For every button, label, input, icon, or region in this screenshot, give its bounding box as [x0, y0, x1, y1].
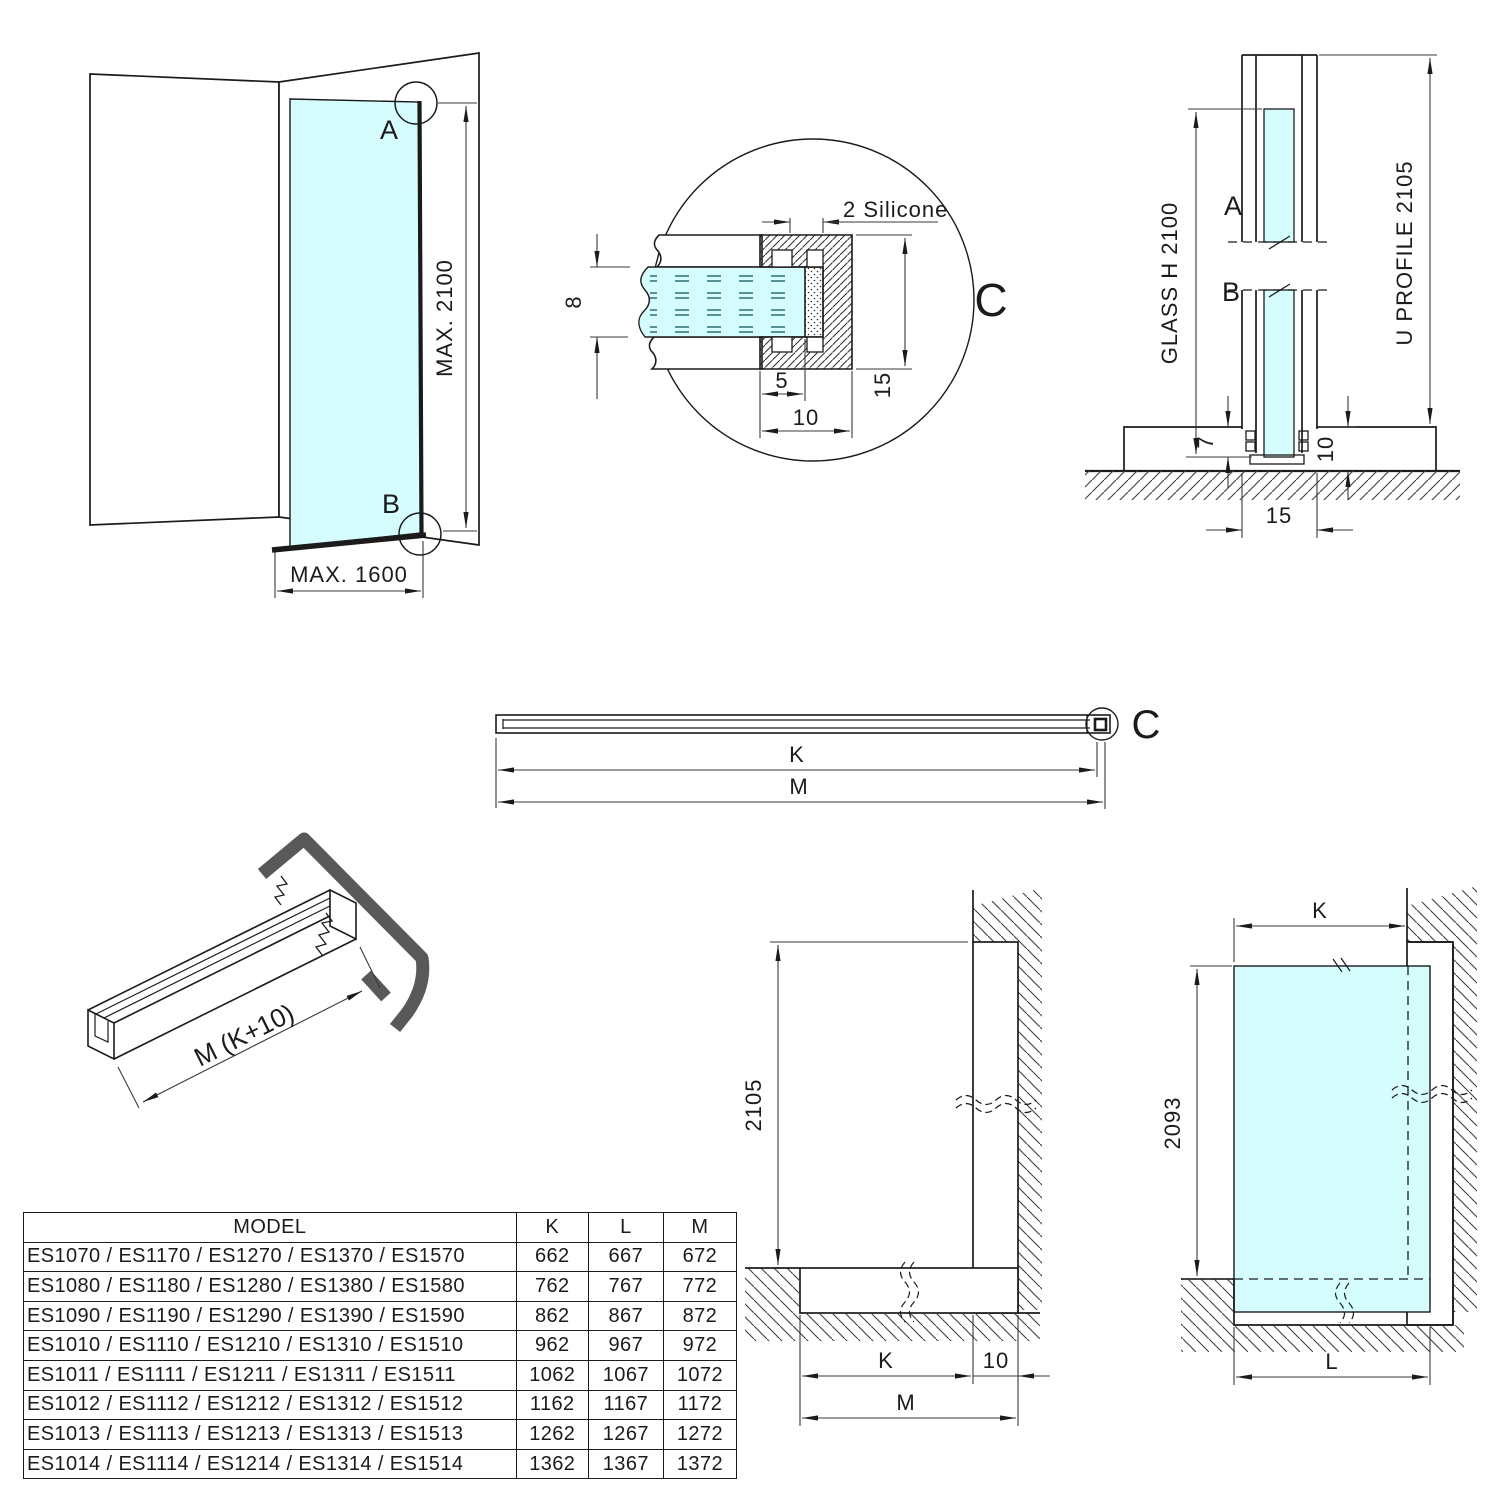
table-row — [24, 1331, 737, 1361]
cell-m: 672 — [663, 1242, 736, 1272]
rail-end-face-right — [330, 890, 356, 939]
cell-m: 772 — [663, 1272, 736, 1302]
dim-l: L — [1325, 1349, 1339, 1374]
cell-model: ES1070 / ES1170 / ES1270 / ES1370 / ES1570 — [24, 1242, 517, 1272]
cell-m: 1272 — [663, 1420, 736, 1450]
model-table-wrap — [23, 1212, 737, 1479]
label-detail-c: C — [974, 274, 1008, 326]
cell-model: ES1013 / ES1113 / ES1213 / ES1313 / ES1513 — [24, 1420, 517, 1450]
gasket-groove — [772, 337, 792, 352]
vertical-section-view — [1085, 55, 1460, 538]
dim-10: 10 — [982, 1348, 1010, 1373]
rail-isometric-view — [88, 839, 423, 1108]
label-glass-height: GLASS H 2100 — [1157, 201, 1182, 365]
model-dimension-table — [23, 1212, 737, 1479]
cell-l: 767 — [588, 1272, 663, 1302]
cell-k: 862 — [516, 1301, 588, 1331]
label-a: A — [1223, 191, 1243, 221]
gasket-groove — [772, 250, 792, 267]
cell-k: 662 — [516, 1242, 588, 1272]
cell-model: ES1012 / ES1112 / ES1212 / ES1312 / ES1512 — [24, 1390, 517, 1420]
table-row — [24, 1301, 737, 1331]
glass-lamination-marks — [650, 271, 800, 333]
label-point-b: B — [381, 489, 401, 519]
profile-section-lower — [649, 337, 762, 369]
dim-5: 5 — [775, 368, 789, 393]
gasket-groove — [807, 337, 823, 352]
end-cap — [1095, 719, 1106, 730]
profile-section-upper — [654, 235, 762, 267]
table-row — [24, 1420, 737, 1450]
cell-model: ES1011 / ES1111 / ES1211 / ES1311 / ES1511 — [24, 1360, 517, 1390]
dim-7: 7 — [1193, 435, 1218, 449]
dim-glass-8: 8 — [561, 295, 586, 309]
table-row — [24, 1272, 737, 1302]
dim-max-height: MAX. 2100 — [432, 259, 457, 377]
profile-top-view — [496, 703, 1160, 809]
dim-10: 10 — [792, 405, 820, 430]
cell-m: 872 — [663, 1301, 736, 1331]
col-model: MODEL — [24, 1213, 517, 1243]
label-silicone: 2 Silicone — [843, 197, 949, 222]
wall-left — [90, 74, 279, 525]
cell-l: 867 — [588, 1301, 663, 1331]
break-slash-marks — [1269, 236, 1290, 297]
cell-l: 1267 — [588, 1420, 663, 1450]
cell-k: 1062 — [516, 1360, 588, 1390]
cell-k: 762 — [516, 1272, 588, 1302]
profile-bar — [496, 715, 1110, 733]
dim-m: M — [789, 774, 809, 799]
label-point-a: A — [379, 115, 399, 145]
label-u-profile: U PROFILE 2105 — [1392, 160, 1417, 346]
cell-model: ES1080 / ES1180 / ES1280 / ES1380 / ES1580 — [24, 1272, 517, 1302]
col-l: L — [588, 1213, 663, 1243]
detail-c-view — [561, 139, 1008, 461]
cut-serration — [275, 876, 287, 905]
glass-lower — [1264, 290, 1294, 457]
table-row — [24, 1449, 737, 1479]
floor-hatch — [1085, 471, 1460, 500]
glass-edge-profile — [420, 101, 422, 534]
glass-panel — [1234, 966, 1430, 1312]
cell-l: 1167 — [588, 1390, 663, 1420]
cell-k: 962 — [516, 1331, 588, 1361]
cell-l: 967 — [588, 1331, 663, 1361]
cell-model: ES1010 / ES1110 / ES1210 / ES1310 / ES1510 — [24, 1331, 517, 1361]
cell-l: 1067 — [588, 1360, 663, 1390]
wall-elevation-view — [741, 888, 1050, 1426]
silicone-gasket — [805, 267, 823, 337]
label-c-ref: C — [1131, 703, 1161, 747]
glass-upper — [1264, 109, 1294, 242]
glass-panel — [290, 99, 421, 547]
cover-profile-lip — [366, 975, 386, 997]
dim-max-width: MAX. 1600 — [290, 562, 408, 587]
cell-m: 972 — [663, 1331, 736, 1361]
cell-m: 1172 — [663, 1390, 736, 1420]
dim-2093: 2093 — [1160, 1096, 1185, 1150]
col-m: M — [663, 1213, 736, 1243]
dim-k: K — [789, 742, 805, 767]
dim-10: 10 — [1313, 435, 1338, 463]
table-row — [24, 1390, 737, 1420]
dim-k: K — [1312, 898, 1328, 923]
dim-rail-length: M (K+10) — [189, 997, 299, 1073]
label-b: B — [1221, 277, 1241, 307]
gasket-groove — [807, 250, 823, 267]
vertical-profile — [973, 942, 1018, 1313]
detail-marker-c — [1086, 708, 1118, 740]
dim-15: 15 — [1265, 503, 1293, 528]
cell-k: 1162 — [516, 1390, 588, 1420]
col-k: K — [516, 1213, 588, 1243]
rail-end-face-left — [88, 1010, 114, 1059]
dim-m: M — [896, 1390, 916, 1415]
cell-k: 1362 — [516, 1449, 588, 1479]
cell-m: 1072 — [663, 1360, 736, 1390]
cell-k: 1262 — [516, 1420, 588, 1450]
cell-l: 1367 — [588, 1449, 663, 1479]
glass-elevation-view — [1160, 886, 1477, 1385]
cell-model: ES1090 / ES1190 / ES1290 / ES1390 / ES1590 — [24, 1301, 517, 1331]
dim-profile-15: 15 — [870, 371, 895, 399]
table-row — [24, 1242, 737, 1272]
table-header-row — [24, 1213, 737, 1243]
table-row — [24, 1360, 737, 1390]
cell-model: ES1014 / ES1114 / ES1214 / ES1314 / ES1514 — [24, 1449, 517, 1479]
dim-2105: 2105 — [741, 1078, 766, 1132]
cell-m: 1372 — [663, 1449, 736, 1479]
cell-l: 667 — [588, 1242, 663, 1272]
dim-k: K — [878, 1348, 894, 1373]
overview-corner-view — [90, 53, 479, 598]
floor-profile — [800, 1268, 1018, 1313]
